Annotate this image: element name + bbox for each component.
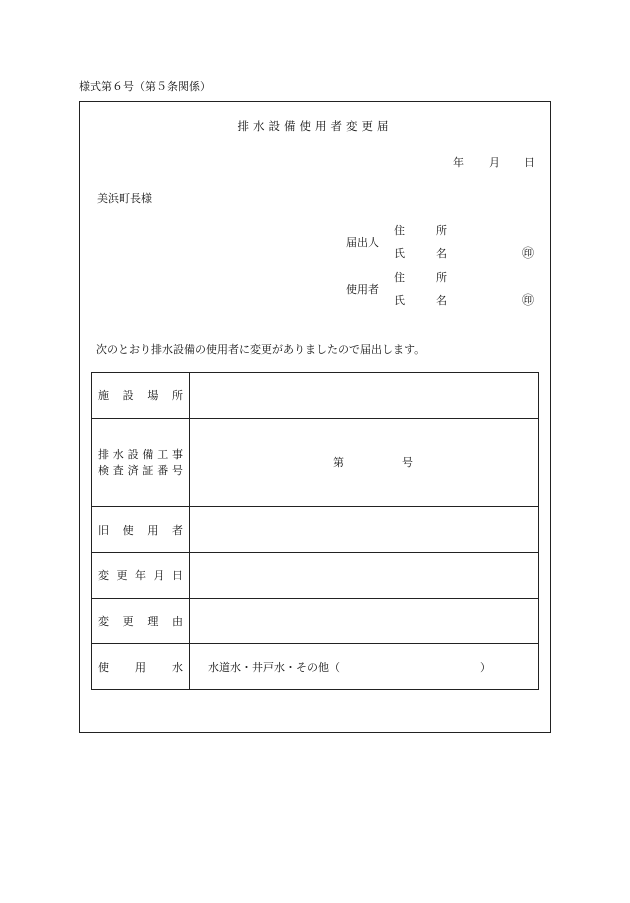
date-day-label: 日 [524, 156, 535, 169]
change-reason-label: 変更理由 [92, 598, 190, 644]
user-label: 使用者 [346, 283, 379, 296]
facility-location-field[interactable] [190, 373, 539, 419]
table-row [92, 418, 539, 507]
change-date-label: 変更年月日 [92, 552, 190, 598]
table-row [92, 373, 539, 419]
permit-suffix: 号 [402, 456, 413, 470]
user-address-label: 住 所 [394, 271, 457, 284]
statement-text: 次のとおり排水設備の使用者に変更がありましたので届出します。 [96, 343, 426, 356]
change-date-field[interactable] [190, 552, 539, 598]
facility-location-label: 施設場所 [92, 373, 190, 419]
water-source-field[interactable] [190, 644, 539, 690]
table-row [92, 552, 539, 598]
previous-user-field[interactable] [190, 507, 539, 553]
form-title: 排水設備使用者変更届 [237, 119, 393, 133]
change-reason-field[interactable] [190, 598, 539, 644]
table-row [92, 507, 539, 553]
table-row [92, 644, 539, 690]
notifier-name-label: 氏 名 [394, 247, 457, 260]
user-seal-mark: ㊞ [522, 293, 535, 307]
water-source-label: 使 用 水 [92, 644, 190, 690]
water-close-paren: ） [480, 660, 491, 674]
date-year-label: 年 [453, 156, 464, 169]
form-number-label: 様式第６号（第５条関係） [79, 80, 211, 93]
previous-user-label: 旧使用者 [92, 507, 190, 553]
details-table [91, 372, 539, 690]
table-row [92, 598, 539, 644]
date-month-label: 月 [489, 156, 500, 169]
notifier-seal-mark: ㊞ [522, 246, 535, 260]
notifier-label: 届出人 [346, 236, 379, 249]
water-options: 水道水・井戸水・その他（ [208, 660, 340, 674]
permit-prefix: 第 [333, 456, 344, 470]
permit-number-label: 排水設備工事 検査済証番号 [92, 418, 190, 507]
user-name-label: 氏 名 [394, 294, 457, 307]
permit-number-field[interactable] [190, 418, 539, 507]
addressee: 美浜町長様 [97, 192, 152, 205]
notifier-address-label: 住 所 [394, 224, 457, 237]
